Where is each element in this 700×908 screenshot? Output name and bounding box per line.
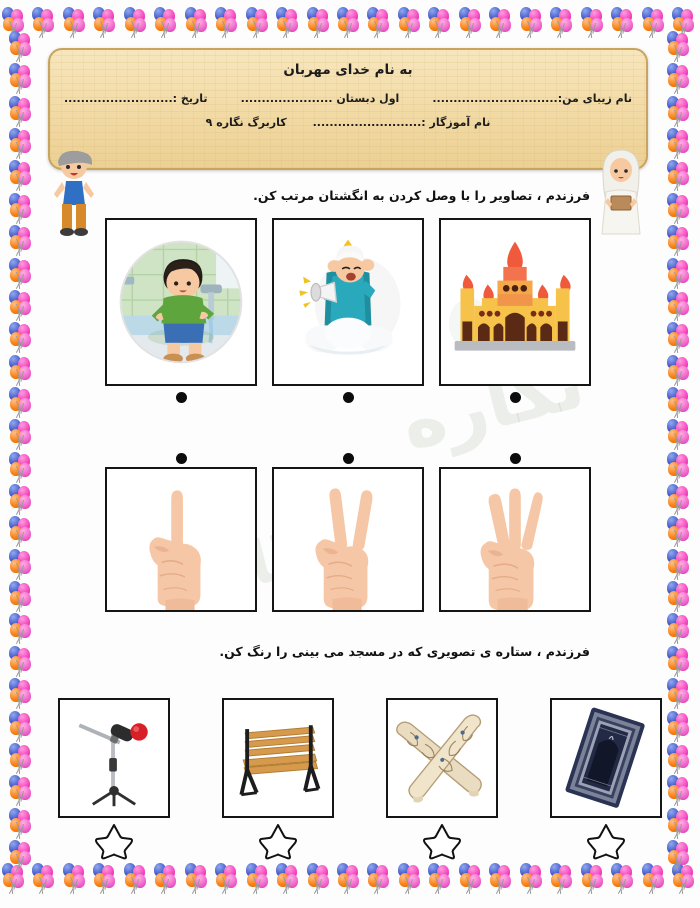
- connector-dot[interactable]: [343, 453, 354, 464]
- connector-dot[interactable]: [510, 392, 521, 403]
- balloon-cluster-icon: [7, 289, 37, 320]
- balloon-cluster-icon: [665, 159, 695, 190]
- grade-label: اول دبستان: [336, 92, 400, 105]
- teacher-group: [313, 116, 491, 129]
- balloon-cluster-icon: [122, 6, 152, 37]
- park-bench-picture: [222, 698, 334, 818]
- header-row-student-info: [50, 92, 646, 105]
- student-name-blank[interactable]: ..............................: [432, 92, 558, 105]
- connector-dot[interactable]: [510, 453, 521, 464]
- balloon-cluster-icon: [579, 6, 609, 37]
- balloon-cluster-icon: [7, 612, 37, 643]
- worksheet-header: [48, 48, 648, 170]
- balloon-cluster-icon: [457, 6, 487, 37]
- star-quran-stand[interactable]: [422, 822, 462, 860]
- balloon-cluster-icon: [305, 6, 335, 37]
- microphone-stand-picture: [58, 698, 170, 818]
- instruction-coloring: فرزندم ، ستاره ی تصویری که در مسجد می بینی را رنگ کن.: [219, 644, 590, 659]
- balloon-cluster-icon: [7, 386, 37, 417]
- balloon-cluster-icon: [426, 6, 456, 37]
- balloon-cluster-icon: [305, 862, 335, 893]
- date-group: [64, 92, 208, 105]
- balloon-cluster-icon: [7, 483, 37, 514]
- balloon-cluster-icon: [7, 62, 37, 93]
- balloon-cluster-icon: [665, 354, 695, 385]
- balloon-cluster-icon: [665, 257, 695, 288]
- balloon-cluster-icon: [183, 6, 213, 37]
- student-name-label: نام زیبای من:: [557, 92, 632, 105]
- balloon-cluster-icon: [7, 30, 37, 61]
- balloon-cluster-icon: [548, 6, 578, 37]
- balloon-cluster-icon: [152, 6, 182, 37]
- balloon-cluster-icon: [335, 6, 365, 37]
- balloon-cluster-icon: [152, 862, 182, 893]
- balloon-cluster-icon: [7, 354, 37, 385]
- balloon-cluster-icon: [30, 862, 60, 893]
- balloon-cluster-icon: [7, 192, 37, 223]
- balloon-cluster-icon: [61, 862, 91, 893]
- hand-one-finger-picture: [105, 467, 257, 612]
- balloon-cluster-icon: [665, 774, 695, 805]
- teacher-name-label: نام آموزگار :: [421, 116, 491, 129]
- prayer-rug-picture: [550, 698, 662, 818]
- connector-dot[interactable]: [343, 392, 354, 403]
- balloon-cluster-icon: [335, 862, 365, 893]
- decorative-border-left: [2, 30, 42, 870]
- balloon-cluster-icon: [183, 862, 213, 893]
- star-microphone[interactable]: [94, 822, 134, 860]
- balloon-cluster-icon: [7, 418, 37, 449]
- balloon-cluster-icon: [665, 418, 695, 449]
- balloon-cluster-icon: [7, 159, 37, 190]
- star-bench[interactable]: [258, 822, 298, 860]
- balloon-cluster-icon: [7, 807, 37, 838]
- balloon-cluster-icon: [213, 862, 243, 893]
- teacher-name-blank[interactable]: ..........................: [312, 116, 422, 129]
- balloon-cluster-icon: [7, 515, 37, 546]
- balloon-cluster-icon: [396, 6, 426, 37]
- balloon-cluster-icon: [244, 862, 274, 893]
- balloon-cluster-icon: [7, 257, 37, 288]
- balloon-cluster-icon: [665, 224, 695, 255]
- balloon-cluster-icon: [7, 127, 37, 158]
- balloon-cluster-icon: [609, 862, 639, 893]
- balloon-cluster-icon: [91, 6, 121, 37]
- balloon-cluster-icon: [122, 862, 152, 893]
- girl-character: [596, 146, 646, 238]
- balloon-cluster-icon: [7, 321, 37, 352]
- decorative-border-bottom: [0, 858, 700, 896]
- balloon-cluster-icon: [665, 321, 695, 352]
- balloon-cluster-icon: [365, 6, 395, 37]
- balloon-cluster-icon: [665, 612, 695, 643]
- balloon-cluster-icon: [213, 6, 243, 37]
- balloon-cluster-icon: [665, 548, 695, 579]
- decorative-border-top: [0, 2, 700, 40]
- balloon-cluster-icon: [365, 862, 395, 893]
- balloon-cluster-icon: [665, 192, 695, 223]
- worksheet-number-label: کاربرگ نگاره ۹: [205, 116, 287, 129]
- grade-blank[interactable]: ......................: [240, 92, 333, 105]
- decorative-border-right: [660, 30, 700, 870]
- balloon-cluster-icon: [274, 6, 304, 37]
- hand-three-fingers-picture: [439, 467, 591, 612]
- balloon-cluster-icon: [665, 515, 695, 546]
- balloon-cluster-icon: [30, 6, 60, 37]
- instruction-matching: فرزندم ، تصاویر را با وصل کردن به انگشتان مرتب کن.: [253, 188, 590, 203]
- balloon-cluster-icon: [457, 862, 487, 893]
- balloon-cluster-icon: [0, 6, 30, 37]
- balloon-cluster-icon: [61, 6, 91, 37]
- balloon-cluster-icon: [670, 862, 700, 893]
- balloon-cluster-icon: [548, 862, 578, 893]
- balloon-cluster-icon: [665, 677, 695, 708]
- student-name-group: [432, 92, 632, 105]
- balloon-cluster-icon: [7, 548, 37, 579]
- balloon-cluster-icon: [7, 451, 37, 482]
- balloon-cluster-icon: [7, 645, 37, 676]
- balloon-cluster-icon: [487, 6, 517, 37]
- boy-washing-hands-picture: [105, 218, 257, 386]
- balloon-cluster-icon: [665, 386, 695, 417]
- balloon-cluster-icon: [665, 710, 695, 741]
- balloon-cluster-icon: [91, 862, 121, 893]
- balloon-cluster-icon: [7, 224, 37, 255]
- balloon-cluster-icon: [670, 6, 700, 37]
- balloon-cluster-icon: [665, 580, 695, 611]
- balloon-cluster-icon: [609, 6, 639, 37]
- hand-two-fingers-picture: [272, 467, 424, 612]
- date-blank[interactable]: ..........................: [64, 92, 173, 105]
- balloon-cluster-icon: [640, 6, 670, 37]
- balloon-cluster-icon: [7, 774, 37, 805]
- star-prayer-rug[interactable]: [586, 822, 626, 860]
- balloon-cluster-icon: [396, 862, 426, 893]
- balloon-cluster-icon: [665, 30, 695, 61]
- balloon-cluster-icon: [7, 839, 37, 870]
- balloon-cluster-icon: [7, 677, 37, 708]
- date-label: تاریخ :: [172, 92, 208, 105]
- watermark: نگاره: [392, 338, 593, 468]
- header-row-teacher-info: [50, 116, 646, 129]
- balloon-cluster-icon: [640, 862, 670, 893]
- boy-character: [46, 148, 102, 236]
- balloon-cluster-icon: [487, 862, 517, 893]
- grade-group: [241, 92, 400, 105]
- connector-dot[interactable]: [176, 453, 187, 464]
- balloon-cluster-icon: [665, 839, 695, 870]
- quran-stand-picture: [386, 698, 498, 818]
- balloon-cluster-icon: [7, 95, 37, 126]
- balloon-cluster-icon: [665, 645, 695, 676]
- connector-dot[interactable]: [176, 392, 187, 403]
- balloon-cluster-icon: [665, 127, 695, 158]
- balloon-cluster-icon: [518, 6, 548, 37]
- balloon-cluster-icon: [426, 862, 456, 893]
- balloon-cluster-icon: [7, 710, 37, 741]
- balloon-cluster-icon: [579, 862, 609, 893]
- balloon-cluster-icon: [0, 862, 30, 893]
- balloon-cluster-icon: [665, 451, 695, 482]
- balloon-cluster-icon: [274, 862, 304, 893]
- boy-calling-azan-picture: [272, 218, 424, 386]
- balloon-cluster-icon: [665, 807, 695, 838]
- balloon-cluster-icon: [518, 862, 548, 893]
- balloon-cluster-icon: [7, 742, 37, 773]
- balloon-cluster-icon: [665, 95, 695, 126]
- balloon-cluster-icon: [665, 483, 695, 514]
- balloon-cluster-icon: [665, 742, 695, 773]
- balloon-cluster-icon: [665, 289, 695, 320]
- bismillah-title: به نام خدای مهربان: [283, 62, 413, 78]
- balloon-cluster-icon: [244, 6, 274, 37]
- balloon-cluster-icon: [665, 62, 695, 93]
- balloon-cluster-icon: [7, 580, 37, 611]
- mosque-picture: [439, 218, 591, 386]
